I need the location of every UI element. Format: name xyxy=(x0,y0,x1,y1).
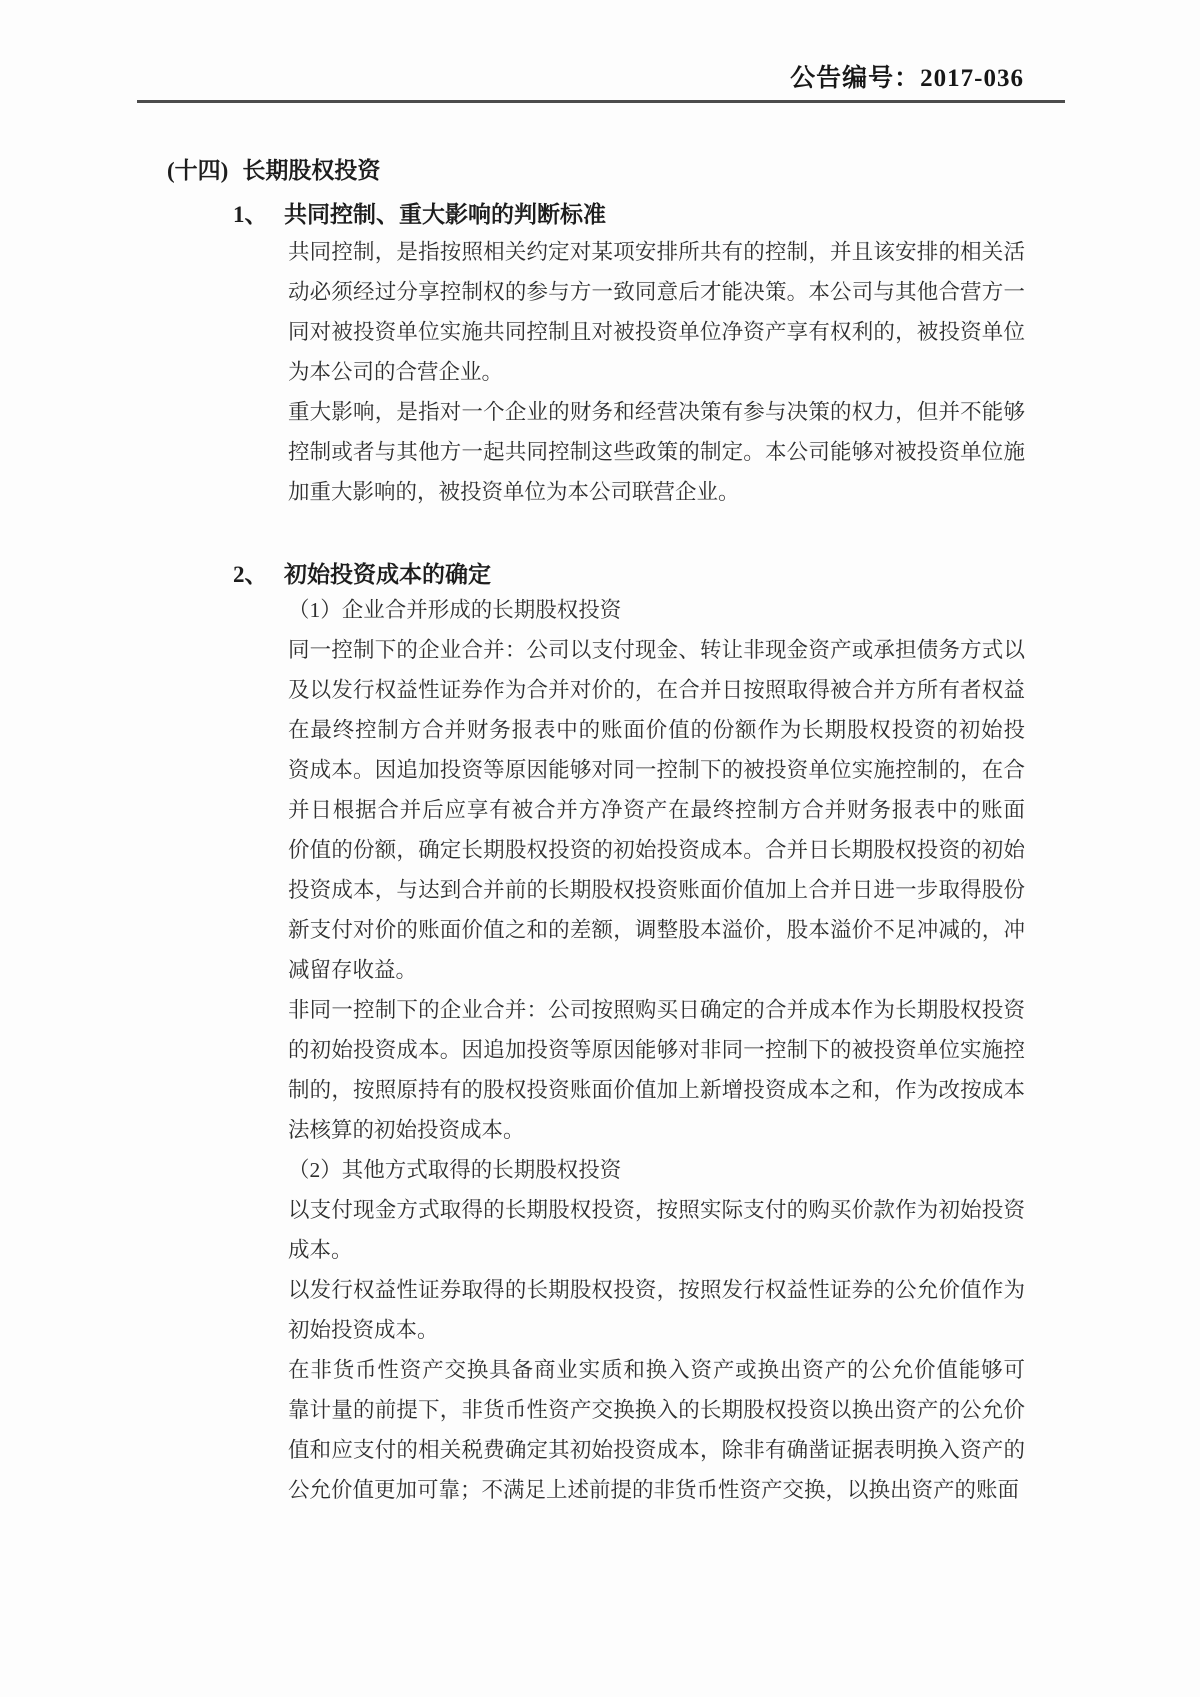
header-divider xyxy=(137,100,1065,103)
subsection1-title: 共同控制、重大影响的判断标准 xyxy=(284,202,606,227)
item2-heading xyxy=(288,1150,1025,1190)
text-line: 同对被投资单位实施共同控制且对被投资单位净资产享有权利的，被投资单位 xyxy=(288,320,1025,344)
text-line: 资成本。因追加投资等原因能够对同一控制下的被投资单位实施控制的，在合 xyxy=(288,758,1025,782)
text-line: 为本公司的合营企业。 xyxy=(288,360,504,384)
text-line: 公允价值更加可靠；不满足上述前提的非货币性资产交换，以换出资产的账面 xyxy=(288,1478,1020,1502)
text-line: 加重大影响的，被投资单位为本公司联营企业。 xyxy=(288,480,740,504)
item1-heading xyxy=(288,590,1025,630)
subsection2-title: 初始投资成本的确定 xyxy=(284,562,491,587)
para-non-same-control-merger xyxy=(288,990,1025,1150)
section-heading xyxy=(167,152,380,185)
para-equity-securities-acquisition xyxy=(288,1270,1025,1350)
text-line: 减留存收益。 xyxy=(288,958,418,982)
text-line: 共同控制，是指按照相关约定对某项安排所共有的控制，并且该安排的相关活 xyxy=(288,240,1025,264)
text-line: 的初始投资成本。因追加投资等原因能够对非同一控制下的被投资单位实施控 xyxy=(288,1038,1025,1062)
subsection1-number: 1、 xyxy=(233,202,268,227)
text-line: 新支付对价的账面价值之和的差额，调整股本溢价，股本溢价不足冲减的，冲 xyxy=(288,918,1025,942)
text-line: 值和应支付的相关税费确定其初始投资成本，除非有确凿证据表明换入资产的 xyxy=(288,1438,1025,1462)
text-line: 及以发行权益性证券作为合并对价的，在合并日按照取得被合并方所有者权益 xyxy=(288,678,1025,702)
item1-heading-text: （1）企业合并形成的长期股权投资 xyxy=(288,598,622,622)
text-line: 以发行权益性证券取得的长期股权投资，按照发行权益性证券的公允价值作为 xyxy=(288,1278,1025,1302)
text-line: 同一控制下的企业合并：公司以支付现金、转让非现金资产或承担债务方式以 xyxy=(288,638,1025,662)
item2-heading-text: （2）其他方式取得的长期股权投资 xyxy=(288,1158,622,1182)
para-same-control-merger xyxy=(288,630,1025,990)
text-line: 法核算的初始投资成本。 xyxy=(288,1118,525,1142)
text-line: 成本。 xyxy=(288,1238,353,1262)
text-line: 价值的份额，确定长期股权投资的初始投资成本。合并日长期股权投资的初始 xyxy=(288,838,1025,862)
section-number: (十四) xyxy=(167,158,229,183)
section-title: 长期股权投资 xyxy=(242,158,381,183)
text-line: 控制或者与其他方一起共同控制这些政策的制定。本公司能够对被投资单位施 xyxy=(288,440,1025,464)
para-significant-influence-definition xyxy=(288,392,1025,512)
para-non-monetary-asset-exchange xyxy=(288,1350,1025,1510)
text-line: 投资成本，与达到合并前的长期股权投资账面价值加上合并日进一步取得股份 xyxy=(288,878,1025,902)
text-line: 初始投资成本。 xyxy=(288,1318,439,1342)
subsection2-body xyxy=(288,590,1025,1510)
para-cash-acquisition xyxy=(288,1190,1025,1270)
subsection2-number: 2、 xyxy=(233,562,268,587)
text-line: 并日根据合并后应享有被合并方净资产在最终控制方合并财务报表中的账面 xyxy=(288,798,1025,822)
subsection1-heading xyxy=(233,196,606,229)
text-line: 在最终控制方合并财务报表中的账面价值的份额作为长期股权投资的初始投 xyxy=(288,718,1025,742)
text-line: 动必须经过分享控制权的参与方一致同意后才能决策。本公司与其他合营方一 xyxy=(288,280,1025,304)
text-line: 靠计量的前提下，非货币性资产交换换入的长期股权投资以换出资产的公允价 xyxy=(288,1398,1025,1422)
text-line: 非同一控制下的企业合并：公司按照购买日确定的合并成本作为长期股权投资 xyxy=(288,998,1025,1022)
text-line: 制的，按照原持有的股权投资账面价值加上新增投资成本之和，作为改按成本 xyxy=(288,1078,1025,1102)
text-line: 重大影响，是指对一个企业的财务和经营决策有参与决策的权力，但并不能够 xyxy=(288,400,1025,424)
para-joint-control-definition xyxy=(288,232,1025,392)
announcement-number: 公告编号：2017-036 xyxy=(790,65,1024,92)
text-line: 在非货币性资产交换具备商业实质和换入资产或换出资产的公允价值能够可 xyxy=(288,1358,1025,1382)
text-line: 以支付现金方式取得的长期股权投资，按照实际支付的购买价款作为初始投资 xyxy=(288,1198,1025,1222)
subsection1-body xyxy=(288,232,1025,512)
subsection2-heading xyxy=(233,556,491,589)
